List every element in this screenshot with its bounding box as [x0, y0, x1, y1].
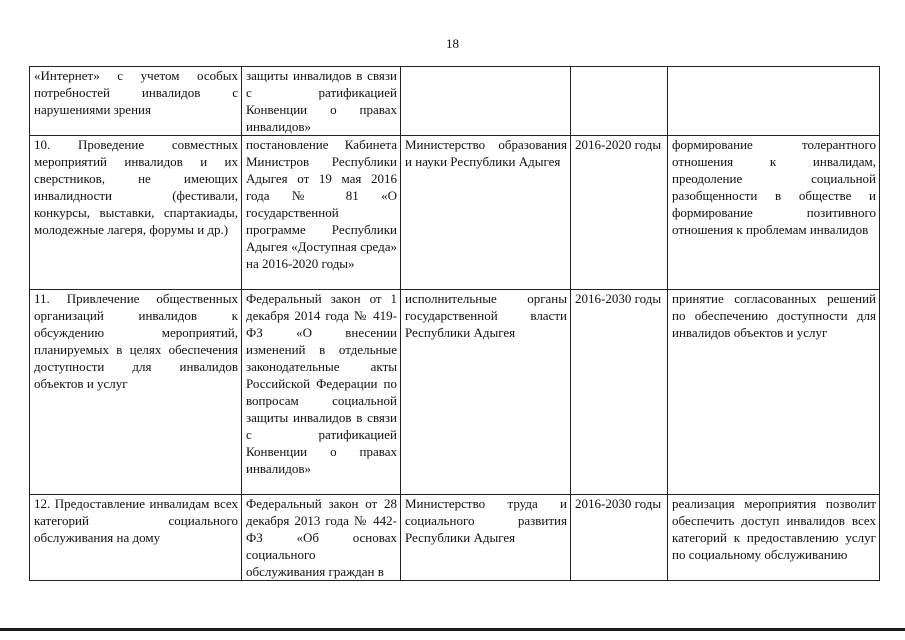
result-cell	[668, 67, 880, 136]
measure-cell: «Интернет» с учетом особых потребностей инвалидов с нарушениями зрения	[30, 67, 242, 136]
page-bottom-rule	[0, 628, 905, 631]
legal-basis-cell: Федеральный закон от 28 декабря 2013 года № 442-ФЗ «Об основах социального обслуживания граждан в	[242, 495, 401, 581]
result-cell: формирование толерантного отношения к инвалидам, преодоление социальной разобщенности в обществе и формирование позитивного отношения к проблемам инвалидов	[668, 136, 880, 290]
result-cell: принятие согласованных решений по обеспечению доступности для инвалидов объектов и услуг	[668, 290, 880, 495]
table-row	[30, 495, 880, 581]
table-row	[30, 290, 880, 495]
table-row	[30, 136, 880, 290]
measure-cell: 10. Проведение совместных мероприятий инвалидов и их сверстников, не имеющих инвалидности (фестивали, конкурсы, выставки, спартакиады, молодежные лагеря, форумы и др.)	[30, 136, 242, 290]
executor-cell	[401, 67, 571, 136]
measure-cell: 11. Привлечение общественных организаций инвалидов к обсуждению мероприятий, планируемых в целях обеспечения доступности для инвалидов объектов и услуг	[30, 290, 242, 495]
executor-cell: Министерство труда и социального развития Республики Адыгея	[401, 495, 571, 581]
executor-cell: Министерство образования и науки Республики Адыгея	[401, 136, 571, 290]
period-cell: 2016-2030 годы	[571, 495, 668, 581]
legal-basis-cell: Федеральный закон от 1 декабря 2014 года № 419-ФЗ «О внесении изменений в отдельные законодательные акты Российской Федерации по вопросам социальной защиты инвалидов в связи с ратификацией Конвенции о правах инвалидов»	[242, 290, 401, 495]
period-cell: 2016-2020 годы	[571, 136, 668, 290]
measure-cell: 12. Предоставление инвалидам всех категорий социального обслуживания на дому	[30, 495, 242, 581]
table-row	[30, 67, 880, 136]
measures-table	[29, 66, 880, 581]
legal-basis-cell: защиты инвалидов в связи с ратификацией Конвенции о правах инвалидов»	[242, 67, 401, 136]
result-cell: реализация мероприятия позволит обеспечить доступ инвалидов всех категорий к предоставлению услуг по социальному обслуживанию	[668, 495, 880, 581]
page-number: 18	[446, 36, 459, 51]
period-cell: 2016-2030 годы	[571, 290, 668, 495]
period-cell	[571, 67, 668, 136]
legal-basis-cell: постановление Кабинета Министров Республики Адыгея от 19 мая 2016 года № 81 «О государственной программе Республики Адыгея «Доступная среда» на 2016-2020 годы»	[242, 136, 401, 290]
executor-cell: исполнительные органы государственной власти Республики Адыгея	[401, 290, 571, 495]
